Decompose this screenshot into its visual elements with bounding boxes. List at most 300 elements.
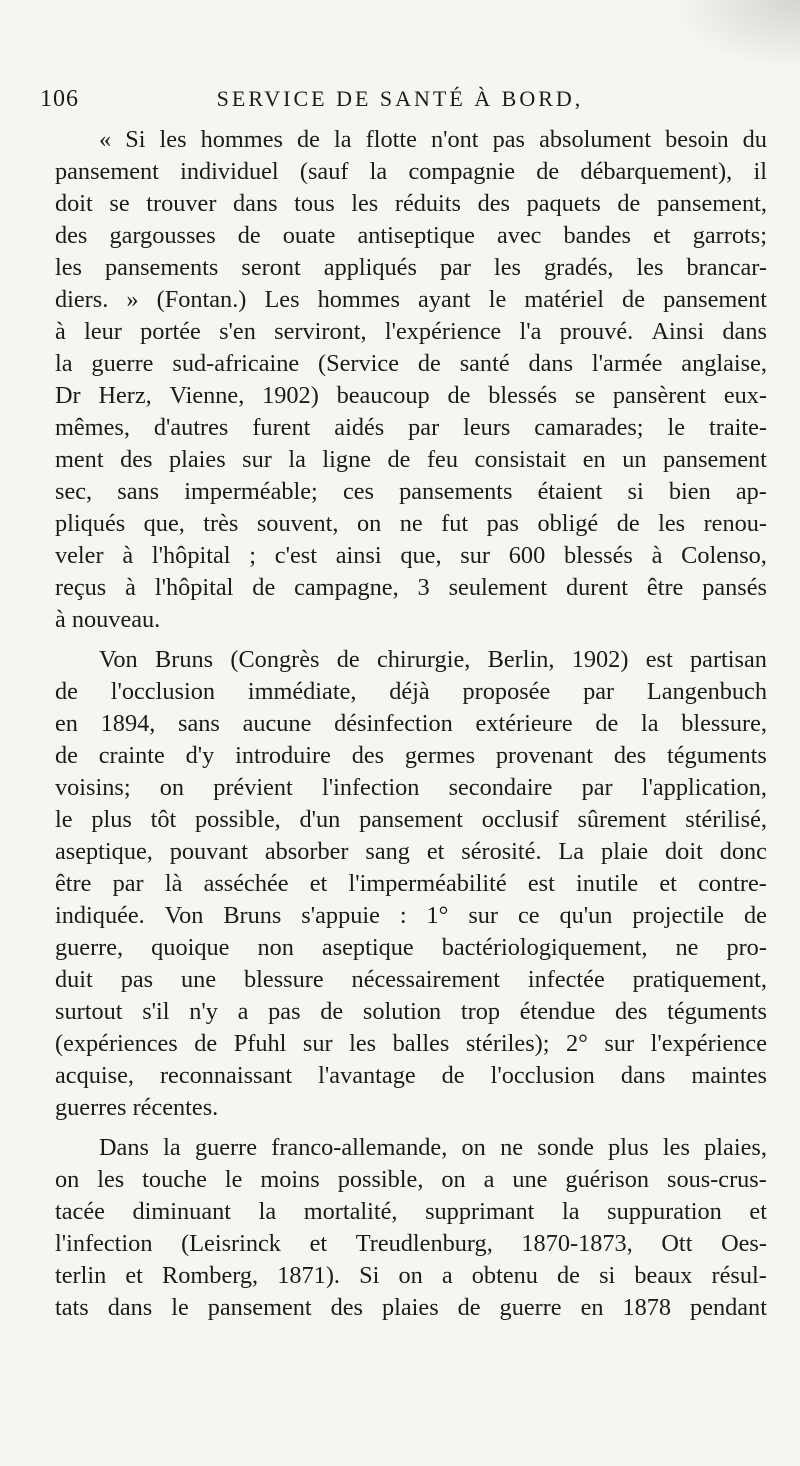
word: touche [142,1166,207,1193]
word: suppuration [607,1198,722,1225]
word: beaux [634,1262,693,1289]
text-line [55,252,767,284]
word: prouvé. [559,318,634,345]
text-line [55,676,767,708]
word: ouate [282,222,336,249]
word: de [457,1294,481,1321]
word: et [653,222,671,249]
word: de [557,1262,580,1289]
text-line [55,900,767,932]
word: sérosité. [461,838,542,865]
word: durent [565,574,629,601]
word: tôt [150,806,177,833]
word: ne [399,510,423,537]
paragraph [55,124,767,636]
word: stériles); [465,1030,550,1057]
page-number: 106 [40,86,79,112]
text-line [55,836,767,868]
word: donc [719,838,767,865]
word: de [237,222,261,249]
word: pansement [663,446,767,473]
word: et [659,870,677,897]
text-line [55,508,767,540]
word: reçus [55,574,107,601]
word: l'application, [641,774,767,801]
word: 1902) [262,382,319,409]
word: Si [359,1262,380,1289]
text-line [55,124,767,156]
word: tacée [55,1198,105,1225]
word: fut [441,510,469,537]
word: provenant [495,742,594,769]
word: les [636,254,664,281]
word: on [441,1166,466,1193]
word: germes [404,742,476,769]
word: des [615,998,648,1025]
word: de [387,446,411,473]
word: eux- [723,382,767,409]
word: 1878 [622,1294,672,1321]
word: de [616,510,640,537]
word: pas [492,126,525,153]
page-body [55,124,767,1324]
word: moins [260,1166,320,1193]
word: sans [178,710,220,737]
word: étendue [519,998,596,1025]
word: anglaise, [681,350,767,377]
word: des [613,742,647,769]
word: Berlin, [487,646,555,673]
word: non [257,934,294,961]
word: inutile [576,870,639,897]
word: (Congrès [230,646,320,673]
word: Colenso, [681,542,767,569]
word: à [651,542,663,569]
word: Les [264,286,300,313]
word: chirurgie, [376,646,471,673]
word: par [583,678,615,705]
word: des [477,190,510,217]
word: que, [400,542,442,569]
word: est [645,646,673,673]
page-header [40,86,760,120]
text-line [55,380,767,412]
word: la [288,446,306,473]
word: d'un [299,806,341,833]
text-line [55,1260,767,1292]
word: possible, [195,806,281,833]
word: hommes [200,126,283,153]
text-line: à nouveau. [55,606,161,633]
word: pas [120,966,154,993]
word: immédiate, [247,678,357,705]
word: on [461,1134,486,1161]
word: aucune [242,710,312,737]
word: sur [242,446,272,473]
word: dans [620,1062,666,1089]
word: pouvant [169,838,248,865]
word: de [617,190,641,217]
word: Ott [661,1230,693,1257]
word: les [97,1166,125,1193]
word: ligne [322,446,372,473]
word: s'appuie [301,902,380,929]
word: de [447,382,471,409]
word: téguments [667,998,767,1025]
word: ne [675,934,699,961]
word: contre- [698,870,767,897]
word: dans [722,318,767,345]
text-line [55,1164,767,1196]
word: et [309,870,328,897]
word: pansés [702,574,767,601]
word: franco-allemande, [271,1134,448,1161]
text-line [55,1292,767,1324]
word: paquets [526,190,601,217]
word: flotte [365,126,417,153]
word: dans [107,1294,153,1321]
word: sec, [55,478,93,505]
word: sonde [537,1134,594,1161]
word: a [237,998,249,1025]
paragraph [55,644,767,1124]
word: de [252,574,276,601]
word: d'autres [153,414,229,441]
word: l'infection [55,1230,153,1257]
text-line [55,996,767,1028]
word: surtout [55,998,123,1025]
text-line [55,476,767,508]
word: désinfection [334,710,453,737]
word: compagnie [408,158,516,185]
word: 1° [426,902,449,929]
word: indiquée. [55,902,145,929]
word: sur [460,542,490,569]
word: de [55,742,78,769]
word: aseptique [321,934,414,961]
word: seulement [448,574,548,601]
text-line [55,708,767,740]
word: plus [608,1134,649,1161]
text-line [55,1228,767,1260]
word: antiseptique [357,222,475,249]
word: feu [426,446,458,473]
word: Romberg, [162,1262,259,1289]
word: de [744,902,767,929]
word: des [55,222,88,249]
word: 1871). [277,1262,340,1289]
word: des [351,742,385,769]
word: il [753,158,767,185]
text-line [55,348,767,380]
word: 600 [508,542,546,569]
word: souvent, [256,510,339,537]
word: l'expérience [384,318,502,345]
word: pansement [663,286,767,313]
word: imperméable; [184,478,318,505]
word: l'hôpital [154,574,234,601]
word: 3 [417,574,430,601]
word: extérieure [475,710,573,737]
word: plus [91,806,132,833]
word: Treudlenburg, [355,1230,493,1257]
word: nécessairement [351,966,500,993]
word: blessure [244,966,324,993]
word: l'expérience [650,1030,767,1057]
word: sur [302,1030,333,1057]
word: une [512,1166,548,1193]
word: ayant [418,286,471,313]
word: est [527,870,555,897]
word: 1902) [571,646,629,673]
word: trouver [146,190,217,217]
word: résul- [711,1262,767,1289]
word: ne [500,1134,523,1161]
word: si [599,1262,616,1289]
text-line: guerres récentes. [55,1094,219,1121]
word: « [99,126,112,153]
word: les [493,254,521,281]
word: plaies, [704,1134,767,1161]
word: secondaire [448,774,553,801]
word: si [627,478,644,505]
word: avec [496,222,542,249]
word: trop [460,998,501,1025]
paragraph-gap [55,636,767,644]
word: guerre [91,350,154,377]
word: partisan [690,646,767,673]
word: introduire [235,742,331,769]
word: plaies [381,1294,439,1321]
word: veler [55,542,104,569]
word: les [351,190,379,217]
word: Vienne, [169,382,245,409]
word: mortalité, [303,1198,398,1225]
text-line [55,412,767,444]
word: prévient [213,774,293,801]
word: des [330,1294,364,1321]
word: l'avantage [318,1062,416,1089]
word: maintes [691,1062,767,1089]
word: doit [55,190,93,217]
word: doit [665,838,703,865]
paragraph [55,1132,767,1324]
text-line [55,1196,767,1228]
word: duit [55,966,93,993]
word: par [581,774,613,801]
word: consistait [474,446,567,473]
word: blessure, [681,710,767,737]
word: la [641,710,659,737]
word: plaie [600,838,649,865]
word: téguments [667,742,767,769]
word: n'ont [430,126,479,153]
word: l'a [519,318,542,345]
word: en [55,710,78,737]
word: pratiquement, [632,966,767,993]
word: tous [294,190,335,217]
word: débarquement), [580,158,733,185]
word: beaucoup [336,382,430,409]
word: (Leisrinck [181,1230,281,1257]
word: les [159,126,187,153]
word: 1870-1873, [521,1230,633,1257]
word: blessés [488,382,558,409]
word: Herz, [98,382,152,409]
word: de [417,350,441,377]
word: acquise, [55,1062,134,1089]
word: étaient [537,478,603,505]
word: (Fontan.) [156,286,247,313]
word: Bruns [223,902,282,929]
word: pansement [359,806,463,833]
word: à [55,318,66,345]
word: le [224,1166,243,1193]
text-line [55,1132,767,1164]
word: garrots; [692,222,767,249]
word: asséchée [203,870,289,897]
word: on [356,510,382,537]
word: et [125,1262,143,1289]
word: ces [342,478,374,505]
word: déjà [389,678,430,705]
word: un [622,446,647,473]
word: pansements [399,478,513,505]
word: a [441,1262,453,1289]
text-line [55,572,767,604]
word: individuel [180,158,279,185]
word: occlusif [481,806,559,833]
word: on [159,774,185,801]
word: de [536,158,560,185]
word: blessés [563,542,633,569]
word: bandes [563,222,632,249]
text-line [55,540,767,572]
word: santé [459,350,510,377]
word: besoin [665,126,729,153]
word: brancar- [686,254,767,281]
word: appliqués [323,254,417,281]
word: l'imperméabilité [348,870,507,897]
word: de [595,710,619,737]
word: et [426,838,445,865]
word: Von [164,902,204,929]
word: la [369,158,388,185]
word: les [662,1134,690,1161]
text-line [55,740,767,772]
word: ment [55,446,104,473]
word: dans [233,190,278,217]
word: supprimant [425,1198,535,1225]
word: d'y [185,742,215,769]
word: des [120,446,153,473]
word: de [336,646,360,673]
word: guerre [194,1134,258,1161]
word: qu'un [559,902,613,929]
word: leurs [463,414,511,441]
word: pro- [726,934,767,961]
page-stain [670,0,800,70]
word: pendant [690,1294,767,1321]
word: que, [143,510,185,537]
word: absorber [264,838,349,865]
word: bien [668,478,711,505]
word: réduits [394,190,461,217]
text-line [55,772,767,804]
word: par [439,254,471,281]
word: furent [252,414,311,441]
word: renou- [703,510,767,537]
word: on [55,1166,80,1193]
text-line [55,1028,767,1060]
word: sans [117,478,160,505]
word: Pfuhl [233,1030,287,1057]
word: ap- [735,478,767,505]
word: par [408,414,440,441]
word: la [258,1198,277,1225]
word: la [561,1198,580,1225]
word: de [320,998,344,1025]
word: Dans [99,1134,149,1161]
word: de [622,286,645,313]
word: la [163,1134,181,1161]
word: diers. [55,286,109,313]
word: aidés [334,414,385,441]
word: sous-crus- [666,1166,767,1193]
word: le [171,1294,189,1321]
word: n'y [189,998,218,1025]
word: absolument [539,126,652,153]
text-line [55,220,767,252]
word: (expériences [55,1030,178,1057]
word: les [349,1030,377,1057]
word: et [309,1230,328,1257]
text-line [55,284,767,316]
word: se [109,190,130,217]
word: Bruns [155,646,214,673]
word: seront [241,254,301,281]
word: 2° [566,1030,588,1057]
word: Oes- [721,1230,767,1257]
word: ; [249,542,257,569]
word: aseptique, [55,838,153,865]
word: : [399,902,407,929]
word: le [488,286,507,313]
word: campagne, [294,574,399,601]
word: le [55,806,73,833]
word: mêmes, [55,414,130,441]
word: camarades; [534,414,644,441]
word: les [658,510,686,537]
text-line [55,644,767,676]
paragraph-gap [55,1124,767,1132]
word: on [398,1262,423,1289]
word: matériel [524,286,604,313]
word: Dr [55,382,81,409]
word: serviront, [274,318,367,345]
word: proposée [462,678,551,705]
word: être [55,870,92,897]
word: guerre [499,1294,562,1321]
word: de [297,126,320,153]
word: l'armée [591,350,663,377]
word: s'il [142,998,170,1025]
text-line [55,444,767,476]
word: infectée [527,966,605,993]
text-line [55,316,767,348]
word: en [582,446,606,473]
word: pansement, [656,190,767,217]
